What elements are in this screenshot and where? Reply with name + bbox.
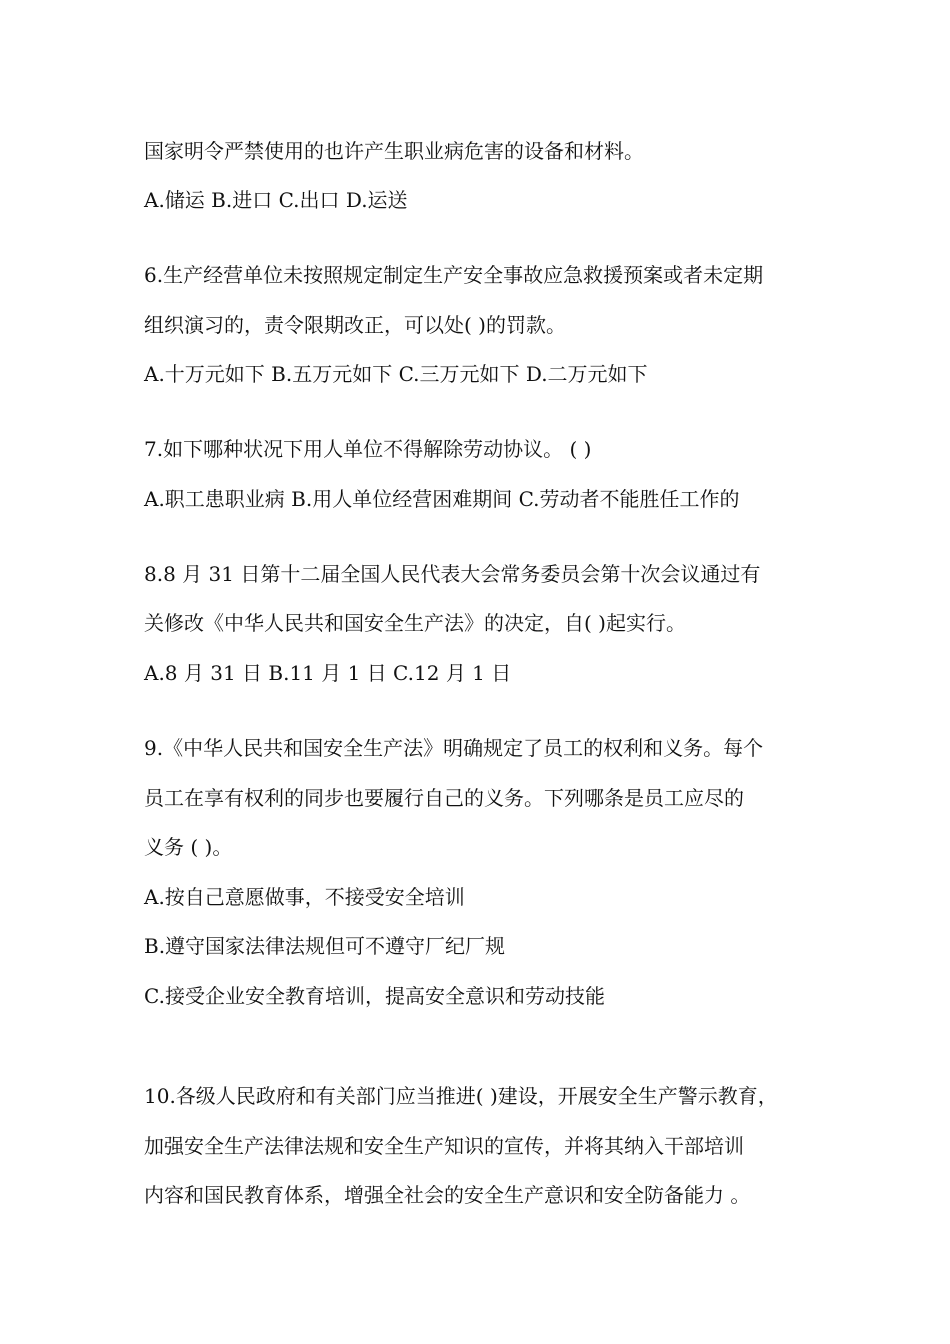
question-10-text: 内容和国民教育体系，增强全社会的安全生产意识和安全防备能力 。 [144,1183,751,1207]
question-7-text: 7.如下哪种状况下用人单位不得解除劳动协议。 ( ) [144,437,592,461]
answer-options: A.储运 B.进口 C.出口 D.运送 [144,188,408,212]
question-10-text: 加强安全生产法律法规和安全生产知识的宣传，并将其纳入干部培训 [144,1134,744,1158]
question-8-text: 关修改《中华人民共和国安全生产法》的决定，自( )起实行。 [144,611,686,635]
question-9-text: 9.《中华人民共和国安全生产法》明确规定了员工的权利和义务。每个 [144,736,764,760]
answer-option-c: C.接受企业安全教育培训，提高安全意识和劳动技能 [144,984,605,1008]
question-8-text: 8.8 月 31 日第十二届全国人民代表大会常务委员会第十次会议通过有 [144,562,761,586]
question-6-text: 6.生产经营单位未按照规定制定生产安全事故应急救援预案或者未定期 [144,263,764,287]
answer-options: A.十万元如下 B.五万元如下 C.三万元如下 D.二万元如下 [144,362,648,386]
question-6-text: 组织演习的，责令限期改正，可以处( )的罚款。 [144,313,566,337]
answer-option-a: A.按自己意愿做事，不接受安全培训 [144,885,465,909]
question-9-text: 义务 ( )。 [144,835,233,859]
answer-options: A.8 月 31 日 B.11 月 1 日 C.12 月 1 日 [144,661,512,685]
answer-options: A.职工患职业病 B.用人单位经营困难期间 C.劳动者不能胜任工作的 [144,487,740,511]
question-9-text: 员工在享有权利的同步也要履行自己的义务。下列哪条是员工应尽的 [144,786,744,810]
text-line: 国家明令严禁使用的也许产生职业病危害的设备和材料。 [144,139,644,163]
answer-option-b: B.遵守国家法律法规但可不遵守厂纪厂规 [144,934,506,958]
question-10-text: 10.各级人民政府和有关部门应当推进( )建设，开展安全生产警示教育， [144,1084,778,1108]
